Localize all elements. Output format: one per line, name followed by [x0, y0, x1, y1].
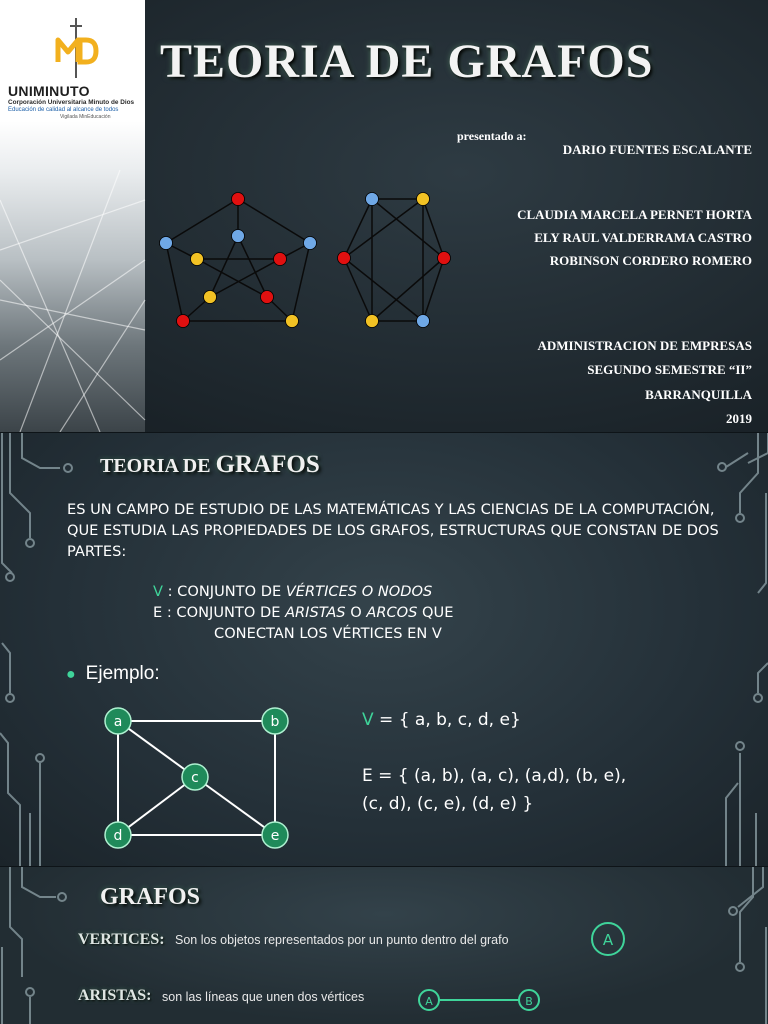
example-graph [100, 705, 300, 845]
uniminuto-logo-icon [46, 16, 106, 80]
e-def-italic-2: ARCOS [366, 604, 418, 621]
vertex-example-label: A [602, 931, 614, 949]
presented-to-label: presentado a: [457, 129, 527, 143]
node-label-a: a [113, 714, 123, 730]
petersen-graph-illustration [160, 192, 330, 332]
main-title: TEORIA DE GRAFOS [160, 35, 654, 88]
graph-node [338, 252, 351, 265]
graph-node [232, 230, 245, 243]
circuit-decor-left-3 [0, 867, 60, 1024]
grafos-slide [0, 866, 768, 1024]
title-part-2: GRAFOS [215, 451, 320, 478]
definition-slide [0, 432, 768, 866]
vertex-set-values: = { a, b, c, d, e} [373, 710, 521, 730]
definition-title [100, 451, 320, 479]
graph-node [274, 253, 287, 266]
graph-node [191, 253, 204, 266]
aristas-term: ARISTAS: [78, 987, 152, 1004]
program: ADMINISTRACION DE EMPRESAS [537, 338, 752, 353]
node-label-e: e [270, 828, 280, 844]
example-bullet [66, 663, 160, 685]
edge-node-b-label: B [525, 995, 533, 1008]
v-def-prefix: : CONJUNTO DE [162, 583, 286, 600]
graph-node [417, 193, 430, 206]
circuit-decor-left [0, 433, 60, 866]
edge-definition-line2: CONECTAN LOS VÉRTICES EN V [214, 625, 442, 642]
v-def-italic: VÉRTICES O NODOS [285, 583, 433, 600]
title-slide [0, 0, 768, 432]
city: BARRANQUILLA [645, 387, 752, 402]
author-2: ELY RAUL VALDERRAMA CASTRO [534, 230, 752, 245]
aristas-description: son las líneas que unen dos vértices [162, 990, 365, 1004]
graph-node [438, 252, 451, 265]
graph-node [160, 237, 173, 250]
graph-node [304, 237, 317, 250]
logo-tagline: Educación de calidad al alcance de todos [8, 107, 119, 113]
year: 2019 [726, 411, 752, 426]
logo-name: UNIMINUTO [8, 83, 90, 99]
logo-oversight: Vigilada MinEducación [60, 114, 111, 120]
v-letter: V [153, 583, 163, 600]
vertex-set [362, 710, 521, 730]
definition-paragraph: ES UN CAMPO DE ESTUDIO DE LAS MATEMÁTICAS Y LAS CIENCIAS DE LA COMPUTACIÓN, QUE ESTUDIA LAS PROPIEDADES DE LOS GRAFOS, ESTRUCTURAS QUE CONSTAN DE DOS PARTES: [67, 501, 719, 560]
e-def-italic-1: ARISTAS [285, 604, 346, 621]
bipartite-graph-illustration [335, 192, 455, 332]
edge-example-icon [415, 985, 545, 1015]
graph-node [366, 315, 379, 328]
circuit-decor-right-3 [708, 867, 768, 1024]
author-1: CLAUDIA MARCELA PERNET HORTA [517, 207, 752, 222]
graph-node [286, 315, 299, 328]
circuit-decor-right [708, 433, 768, 866]
vertex-set-letter: V [362, 710, 374, 730]
edge-node-a-label: A [425, 995, 433, 1008]
node-label-c: c [191, 770, 199, 786]
graph-node [417, 315, 430, 328]
node-label-b: b [270, 714, 280, 730]
edge-definition [153, 604, 453, 621]
vertices-term: VERTICES: [78, 931, 165, 948]
graph-node [177, 315, 190, 328]
edge-set-line2: (c, d), (c, e), (d, e) } [362, 794, 534, 814]
e-def-mid: O [345, 604, 367, 621]
semester: SEGUNDO SEMESTRE “II” [587, 362, 752, 377]
graph-node [204, 291, 217, 304]
vertex-definition [153, 583, 432, 600]
vertices-description: Son los objetos representados por un punto dentro del grafo [175, 933, 509, 947]
e-def-suffix: QUE [417, 604, 454, 621]
logo-corporation: Corporación Universitaria Minuto de Dios [8, 99, 135, 106]
graph-node [261, 291, 274, 304]
example-label: Ejemplo: [85, 663, 160, 684]
grafos-title: GRAFOS [100, 884, 201, 910]
presented-to-name: DARIO FUENTES ESCALANTE [562, 142, 752, 157]
graph-node [232, 193, 245, 206]
bullet-dot-icon: ● [66, 666, 76, 683]
node-label-d: d [113, 828, 123, 844]
e-def-prefix: E : CONJUNTO DE [153, 604, 286, 621]
edge-set-line1: E = { (a, b), (a, c), (a,d), (b, e), [362, 766, 627, 786]
author-3: ROBINSON CORDERO ROMERO [549, 253, 752, 268]
vertex-example-icon [588, 920, 628, 960]
graph-node [366, 193, 379, 206]
title-part-1: TEORIA DE [100, 455, 216, 477]
